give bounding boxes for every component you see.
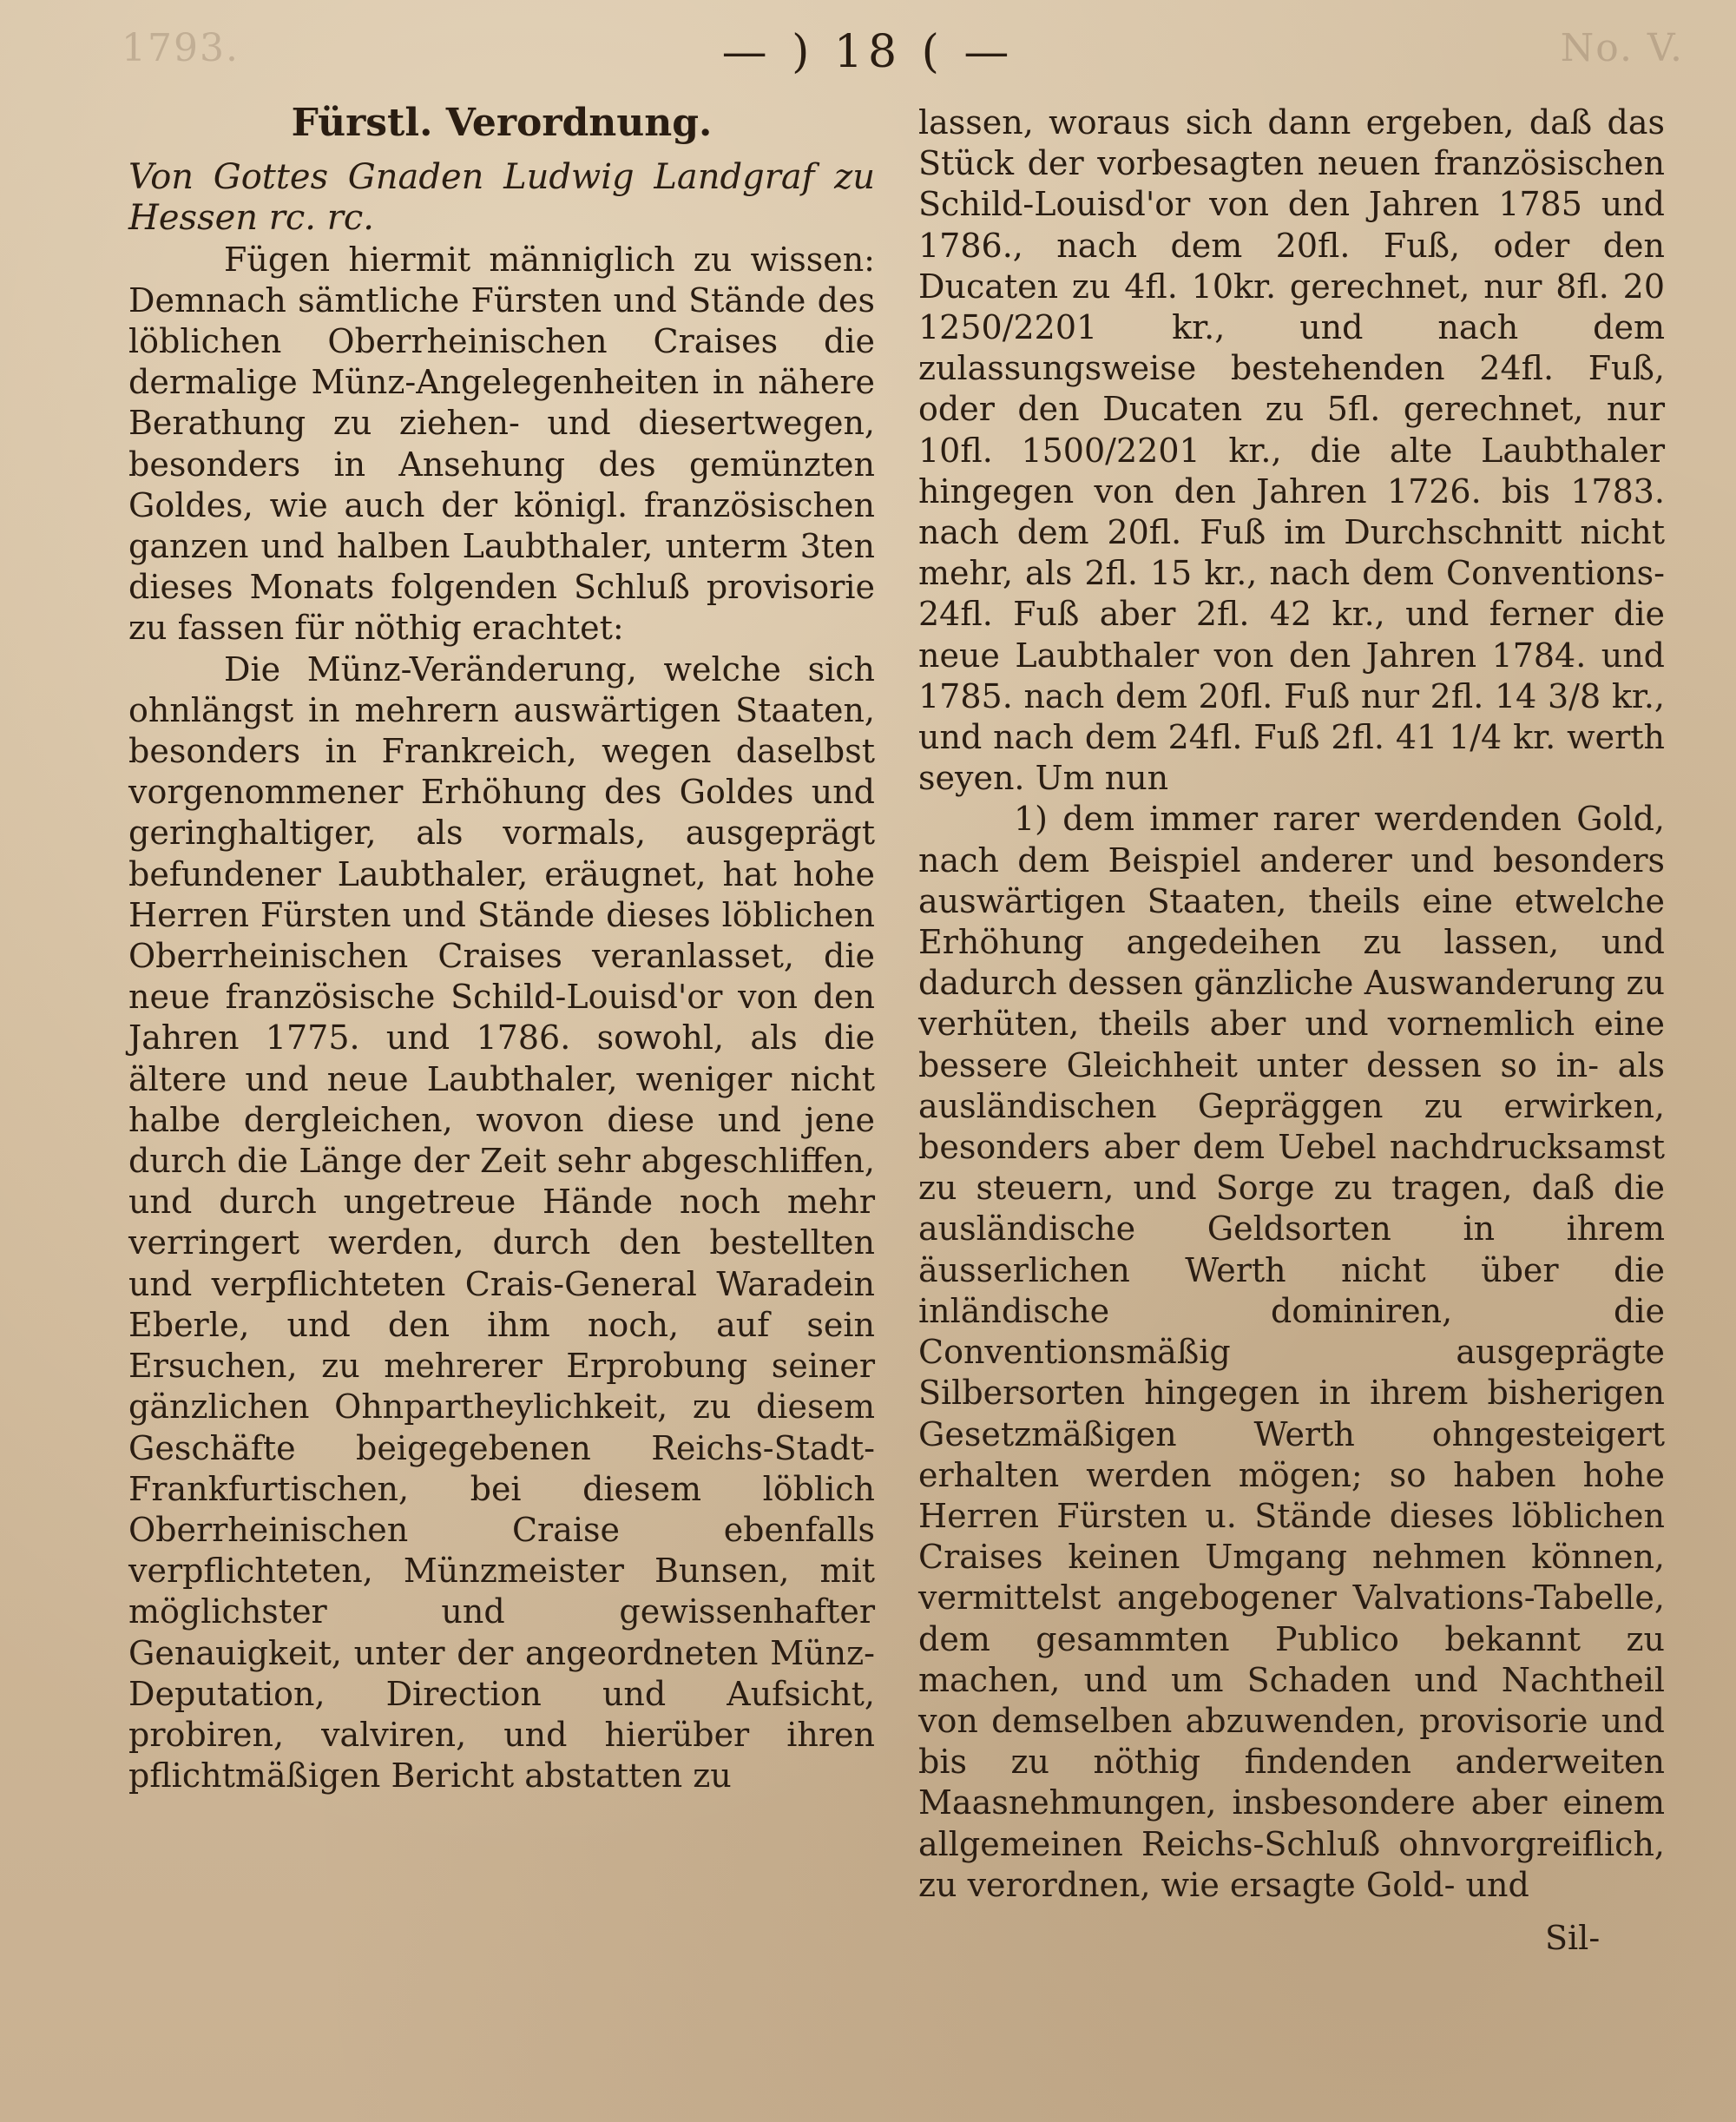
section-heading: Fürstl. Verordnung. [291, 101, 713, 145]
paragraph: 1) dem immer rarer werdenden Gold, nach dem Beispiel anderer und besonders auswärtigen Staaten, theils eine etwelche Erhöhung angedeihen zu lassen, und dadurch dessen gänzliche Auswanderung zu verhüten, theils aber und vornemlich eine bessere Gleichheit unter dessen so in- als ausländischen Gepräggen zu erwirken, besonders aber dem Uebel nachdrucksamst zu steuern, und Sorge zu tragen, daß die ausländische Geldsorten in ihrem äusserlichen Werth nicht über die inländische dominiren, die Conventionsmäßig ausgeprägte Silbersorten hingegen in ihrem bisherigen Gesetzmäßigen Werth ohngesteigert erhalten werden mögen; so haben hohe Herren Fürsten u. Stände dieses löblichen Craises keinen Umgang nehmen können, vermittelst angebogener Valvations-Tabelle, dem gesammten Publico bekannt zu machen, und um Schaden und Nachtheil von demselben abzuwenden, provisorie und bis zu nöthig findenden anderweiten Maasnehmungen, insbesondere aber einem allgemeinen Reichs-Schluß ohnvorgreiflich, zu verordnen, wie ersagte Gold- und [918, 800, 1665, 1904]
right-column [918, 102, 1665, 1969]
ghost-right: No. V. [1560, 26, 1684, 70]
paragraph: Fügen hiermit männiglich zu wissen: Demnach sämtliche Fürsten und Stände des löblichen Oberrheinischen Craises die dermalige Münz-Angelegenheiten in nähere Berathung zu ziehen- und diesertwegen, besonders in Ansehung des gemünzten Goldes, wie auch der königl. französischen ganzen und halben Laubthaler, unterm 3ten dieses Monats folgenden Schluß provisorie zu fassen für nöthig erachtet: [128, 240, 875, 648]
paragraph: lassen, woraus sich dann ergeben, daß das Stück der vorbesagten neuen französischen Schild-Louisd'or von den Jahren 1785 und 1786., nach dem 20fl. Fuß, oder den Ducaten zu 4fl. 10kr. gerechnet, nur 8fl. 20 1250/2201 kr., und nach dem zulassungsweise bestehenden 24fl. Fuß, oder den Ducaten zu 5fl. gerechnet, nur 10fl. 1500/2201 kr., die alte Laubthaler hingegen von den Jahren 1726. bis 1783. nach dem 20fl. Fuß im Durchschnitt nicht mehr, als 2fl. 15 kr., nach dem Conventions-24fl. Fuß aber 2fl. 42 kr., und ferner die neue Laubthaler von den Jahren 1784. und 1785. nach dem 20fl. Fuß nur 2fl. 14 3/8 kr., und nach dem 24fl. Fuß 2fl. 41 1/4 kr. werth seyen. Um nun [918, 103, 1665, 798]
left-column [128, 102, 875, 1969]
catchword: Sil- [1545, 1919, 1601, 1957]
edict-title: Von Gottes Gnaden Ludwig Landgraf zu Hessen rc. rc. [128, 157, 875, 239]
paragraph: Die Münz-Veränderung, welche sich ohnlängst in mehrern auswärtigen Staaten, besonders in Frankreich, wegen daselbst vorgenommener Erhöhung des Goldes und geringhaltiger, als vormals, ausgeprägt befundener Laubthaler, eräugnet, hat hohe Herren Fürsten und Stände dieses löblichen Oberrheinischen Craises veranlasset, die neue französische Schild-Louisd'or von den Jahren 1775. und 1786. sowohl, als die ältere und neue Laubthaler, weniger nicht halbe dergleichen, wovon diese und jene durch die Länge der Zeit sehr abgeschliffen, und durch ungetreue Hände noch mehr verringert werden, durch den bestellten und verpflichteten Crais-General Waradein Eberle, und den ihm noch, auf sein Ersuchen, zu mehrerer Erprobung seiner gänzlichen Ohnpartheylichkeit, zu diesem Geschäfte beigegebenen Reichs-Stadt-Frankfurtischen, bei diesem löblich Oberrheinischen Craise ebenfalls verpflichteten, Münzmeister Bunsen, mit möglichster und gewissenhafter Genauigkeit, unter der angeordneten Münz-Deputation, Direction und Aufsicht, probiren, valviren, und hierüber ihren pflichtmäßigen Bericht abstatten zu [128, 649, 875, 1796]
page-number: — ) 18 ( — [721, 26, 1015, 78]
ghost-left: 1793. [122, 26, 240, 70]
